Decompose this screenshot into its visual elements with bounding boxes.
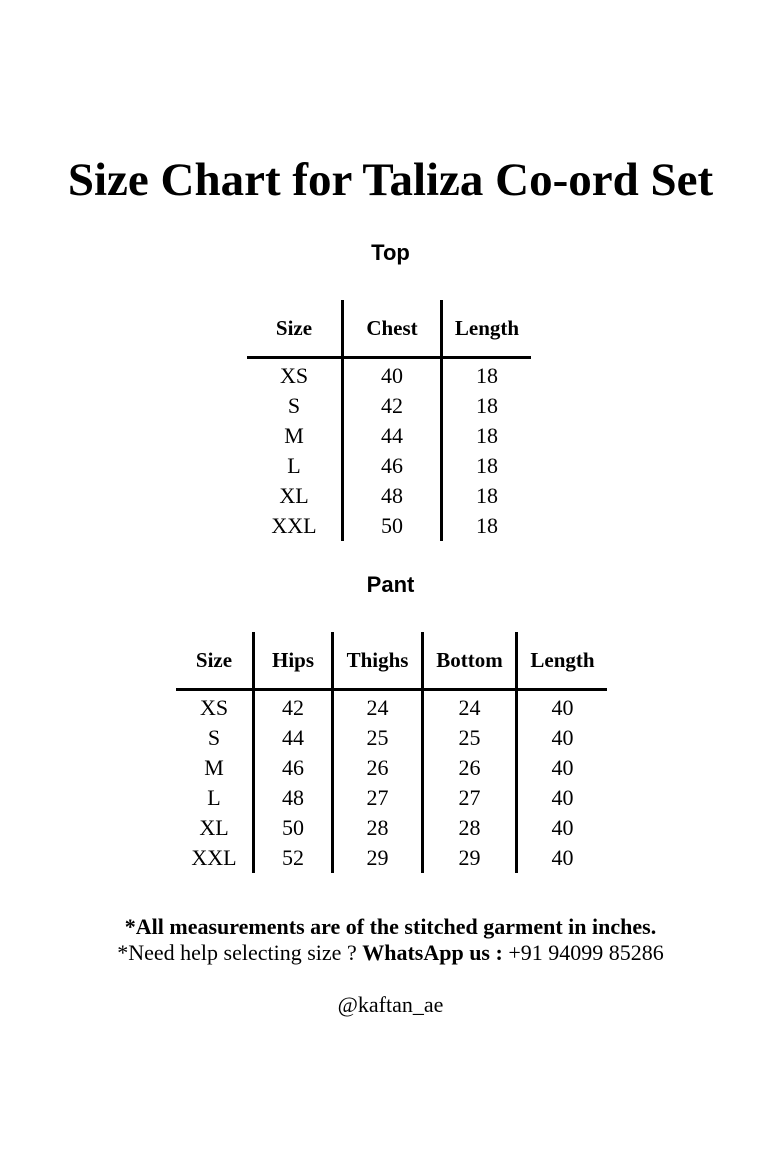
page-title: Size Chart for Taliza Co-ord Set [67,154,714,206]
table-cell: 48 [254,783,333,813]
whatsapp-phone[interactable]: +91 94099 85286 [502,940,664,965]
table-cell: 40 [517,783,608,813]
table-cell: 27 [423,783,517,813]
table-cell: XS [279,363,309,388]
table-row [176,783,607,813]
table-cell: 44 [343,421,442,451]
table-cell: 44 [254,723,333,753]
table-cell: 27 [333,783,423,813]
table-row [247,481,531,511]
table-cell: 40 [517,690,608,724]
table-header-row [247,300,531,358]
top-size-table [247,300,531,541]
column-header: Length [517,632,608,690]
table-cell: M [284,423,304,448]
whatsapp-label: WhatsApp us : [362,940,503,965]
table-cell: M [204,755,224,780]
table-cell: 50 [254,813,333,843]
table-cell: 46 [343,451,442,481]
column-header: Thighs [333,632,423,690]
table-cell: L [287,453,301,478]
table-cell: 29 [333,843,423,873]
column-header: Hips [254,632,333,690]
table-cell: XL [279,483,309,508]
table-row [176,690,607,724]
table-cell: 28 [333,813,423,843]
table-cell: 18 [442,391,532,421]
help-note [0,940,781,966]
pant-size-table [176,632,607,873]
table-cell: 40 [517,723,608,753]
table-cell: S [207,725,221,750]
table-row [176,723,607,753]
table-header-row [176,632,607,690]
table-cell: 24 [423,690,517,724]
table-cell: 42 [343,391,442,421]
top-section-heading: Top [371,240,410,265]
table-cell: 46 [254,753,333,783]
social-handle[interactable]: @kaftan_ae [337,992,444,1017]
help-prefix: *Need help selecting size ? [117,940,363,965]
table-cell: 18 [442,451,532,481]
table-row [247,511,531,541]
table-cell: XXL [191,845,237,870]
table-cell: 40 [517,813,608,843]
measurement-note: *All measurements are of the stitched garment in inches. [124,914,657,939]
column-header: Size [247,300,343,358]
table-row [247,358,531,392]
table-row [176,753,607,783]
table-cell: 50 [343,511,442,541]
table-cell: 42 [254,690,333,724]
table-cell: 28 [423,813,517,843]
table-cell: 18 [442,358,532,392]
table-cell: XL [199,815,229,840]
pant-section-heading: Pant [366,572,415,597]
table-row [176,813,607,843]
column-header: Size [176,632,254,690]
table-row [247,391,531,421]
table-cell: XS [199,695,229,720]
table-cell: 40 [517,843,608,873]
table-cell: 18 [442,511,532,541]
table-cell: 40 [343,358,442,392]
table-row [176,843,607,873]
table-cell: XXL [271,513,317,538]
column-header: Bottom [423,632,517,690]
table-cell: 52 [254,843,333,873]
column-header: Length [442,300,532,358]
table-cell: 40 [517,753,608,783]
table-cell: L [207,785,221,810]
column-header: Chest [343,300,442,358]
table-cell: 26 [333,753,423,783]
table-cell: 25 [333,723,423,753]
table-cell: 29 [423,843,517,873]
table-cell: 18 [442,481,532,511]
table-cell: 18 [442,421,532,451]
table-row [247,421,531,451]
table-row [247,451,531,481]
table-cell: 48 [343,481,442,511]
table-cell: 26 [423,753,517,783]
table-cell: S [287,393,301,418]
table-cell: 24 [333,690,423,724]
table-cell: 25 [423,723,517,753]
